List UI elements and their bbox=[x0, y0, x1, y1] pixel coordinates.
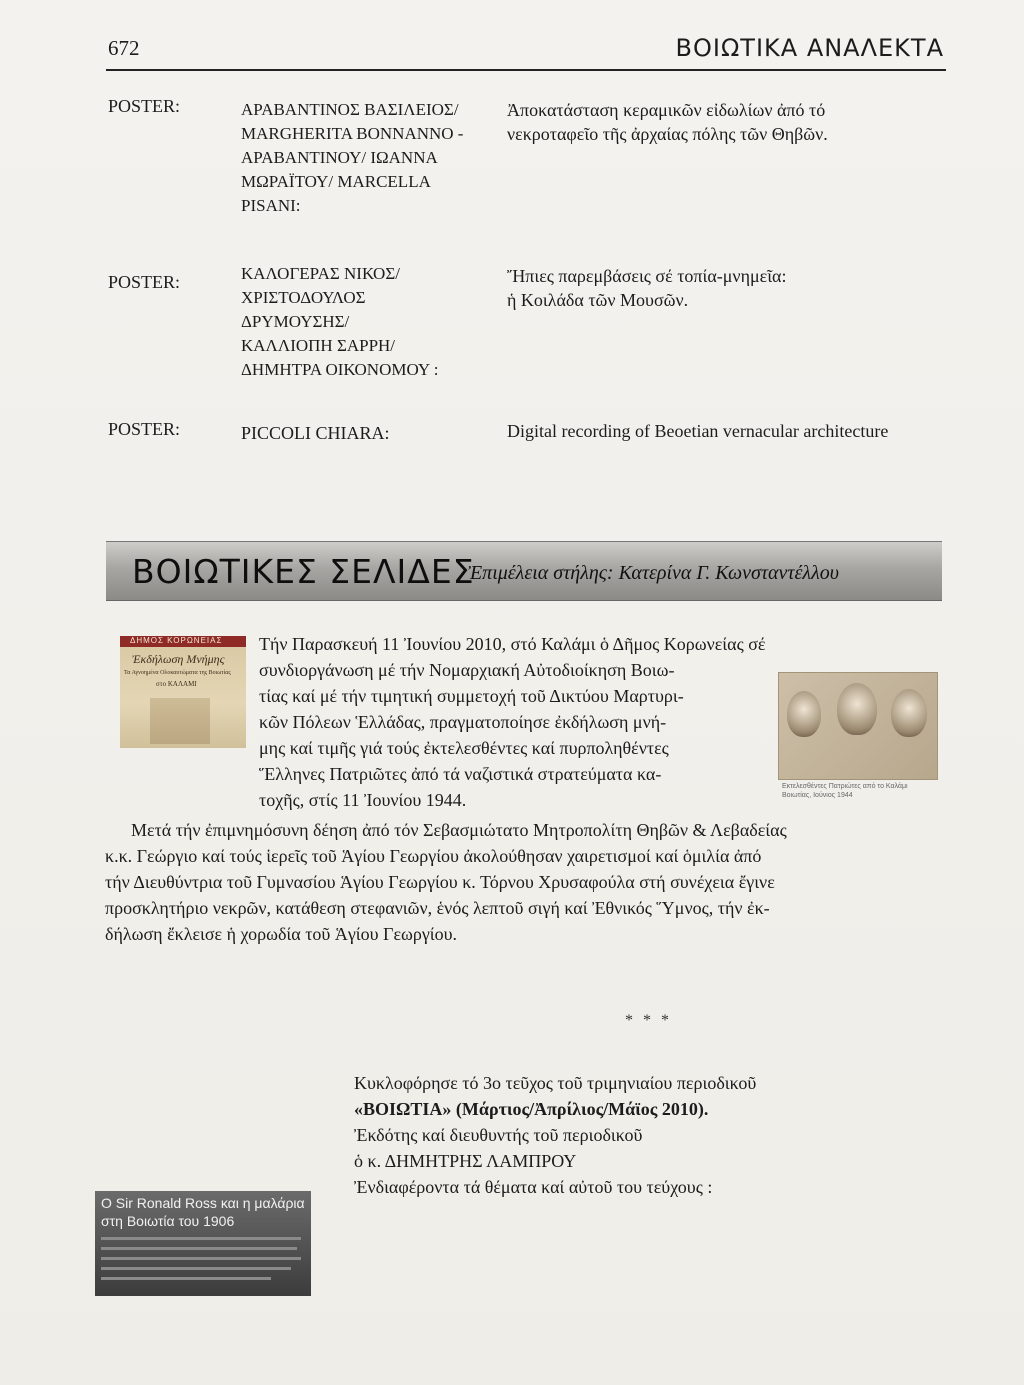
author-line: ΔΗΜΗΤΡΑ ΟΙΚΟΝΟΜΟΥ : bbox=[241, 360, 439, 379]
poster-subline: Τα Αγνοημένα Ολοκαυτώματα της Βοιωτίας bbox=[124, 670, 231, 676]
poster-authors bbox=[241, 98, 491, 218]
poster-band-text: ΔΗΜΟΣ ΚΟΡΩΝΕΙΑΣ bbox=[130, 636, 223, 645]
author-line: PISANI: bbox=[241, 196, 301, 215]
author-line: ΔΡΥΜΟΥΣΗΣ/ bbox=[241, 312, 350, 331]
portrait-face bbox=[837, 683, 877, 735]
title-line: νεκροταφεῖο τῆς ἀρχαίας πόλης τῶν Θηβῶν. bbox=[507, 124, 828, 144]
portrait-face bbox=[787, 691, 821, 737]
title-line: Ἤπιες παρεμβάσεις σέ τοπία-μνημεῖα: bbox=[507, 266, 787, 286]
poster-title bbox=[507, 264, 947, 312]
author-line: ΑΡΑΒΑΝΤΙΝΟΥ/ ΙΩΑΝΝΑ bbox=[241, 148, 438, 167]
article-line: Ἐκδότης καί διευθυντής τοῦ περιοδικοῦ bbox=[354, 1125, 643, 1145]
article-line: Ἕλληνες Πατριῶτες ἀπό τά ναζιστικά στρατεύματα κα- bbox=[259, 764, 662, 784]
banner-title: ΒΟΙΩΤΙΚΕΣ ΣΕΛΙΔΕΣ bbox=[132, 552, 475, 591]
author-line: MARGHERITA BONNANNO - bbox=[241, 124, 464, 143]
poster-label: POSTER: bbox=[108, 419, 181, 439]
page-number: 672 bbox=[108, 36, 140, 60]
poster-band bbox=[120, 636, 246, 647]
poster-label: POSTER: bbox=[108, 272, 181, 292]
magazine-text-line bbox=[101, 1277, 271, 1280]
author-line: ΚΑΛΛΙΟΠΗ ΣΑΡΡΗ/ bbox=[241, 336, 396, 355]
article-line: δήλωση ἔκλεισε ἡ χορωδία τοῦ Ἁγίου Γεωργίου. bbox=[105, 924, 458, 944]
author-line: PICCOLI CHIARA: bbox=[241, 423, 390, 443]
event-poster-image bbox=[120, 636, 246, 748]
historical-photo bbox=[778, 672, 938, 780]
poster-illustration bbox=[150, 698, 210, 744]
article-line: Ἐνδιαφέροντα τά θέματα καί αὐτοῦ του τεύχους : bbox=[354, 1177, 713, 1197]
article-line: ὁ κ. ΔΗΜΗΤΡΗΣ ΛΑΜΠΡΟΥ bbox=[354, 1151, 577, 1171]
article-line: προσκλητήριο νεκρῶν, κατάθεση στεφανιῶν, ἑνός λεπτοῦ σιγή καί Ἐθνικός Ὕμνος, τήν ἐκ- bbox=[105, 898, 770, 918]
poster-authors bbox=[241, 262, 491, 382]
article-line: Μετά τήν ἐπιμνημόσυνη δέηση ἀπό τόν Σεβασμιώτατο Μητροπολίτη Θηβῶν & Λεβαδείας bbox=[131, 820, 787, 840]
author-line: ΑΡΑΒΑΝΤΙΝΟΣ ΒΑΣΙΛΕΙΟΣ/ bbox=[241, 100, 459, 119]
poster-authors bbox=[241, 421, 491, 445]
poster-place: στο ΚΑΛΑΜΙ bbox=[156, 680, 197, 688]
magazine-text-line bbox=[101, 1267, 291, 1270]
poster-headline: Ἐκδήλωση Μνήμης bbox=[132, 652, 225, 666]
author-line: ΚΑΛΟΓΕΡΑΣ ΝΙΚΟΣ/ bbox=[241, 264, 400, 283]
title-line: Ἀποκατάσταση κεραμικῶν εἰδωλίων ἀπό τό bbox=[507, 100, 826, 120]
magazine-cover-image bbox=[95, 1191, 311, 1296]
article-line: τήν Διευθύντρια τοῦ Γυμνασίου Ἁγίου Γεωργίου κ. Τόρνου Χρυσαφούλα στή συνέχεια ἔγινε bbox=[105, 872, 775, 892]
article-line: Κυκλοφόρησε τό 3ο τεῦχος τοῦ τριμηνιαίου περιοδικοῦ bbox=[354, 1073, 757, 1093]
title-line: ἡ Κοιλάδα τῶν Μουσῶν. bbox=[507, 290, 689, 310]
magazine-text-line bbox=[101, 1257, 301, 1260]
article-line: κῶν Πόλεων Ἑλλάδας, πραγματοποίησε ἐκδήλωση μνή- bbox=[259, 712, 667, 732]
photo-caption: Εκτελεσθέντες Πατριώτες από το Καλάμι Βοιωτίας, Ιούνιος 1944 bbox=[782, 783, 908, 799]
article-line: Τήν Παρασκευή 11 Ἰουνίου 2010, στό Καλάμι ὁ Δῆμος Κορωνείας σέ bbox=[259, 634, 766, 654]
article-line: κ.κ. Γεώργιο καί τούς ἱερεῖς τοῦ Ἁγίου Γεωργίου ἀκολούθησαν χαιρετισμοί καί ὁμιλία ἀπό bbox=[105, 846, 762, 866]
article-line: τοχῆς, στίς 11 Ἰουνίου 1944. bbox=[259, 790, 467, 810]
magazine-text-line bbox=[101, 1247, 297, 1250]
poster-title bbox=[507, 98, 947, 146]
magazine-headline: στη Βοιωτία του 1906 bbox=[101, 1213, 235, 1229]
section-separator: * * * bbox=[625, 1012, 672, 1029]
article-line: τίας καί μέ τήν τιμητική συμμετοχή τοῦ Δικτύου Μαρτυρι- bbox=[259, 686, 684, 706]
author-line: ΜΩΡΑΪΤΟΥ/ MARCELLA bbox=[241, 172, 431, 191]
poster-title bbox=[507, 419, 947, 443]
header-rule bbox=[106, 69, 946, 71]
author-line: ΧΡΙΣΤΟΔΟΥΛΟΣ bbox=[241, 288, 366, 307]
article-line: «ΒΟΙΩΤΙΑ» (Μάρτιος/Ἀπρίλιος/Μάϊος 2010). bbox=[354, 1099, 709, 1119]
banner-subtitle: Ἐπιμέλεια στήλης: Κατερίνα Γ. Κωνσταντέλλου bbox=[468, 562, 839, 584]
poster-label: POSTER: bbox=[108, 96, 181, 116]
column-banner bbox=[106, 541, 942, 601]
title-line: Digital recording of Beoetian vernacular architecture bbox=[507, 421, 889, 441]
running-title: ΒΟΙΩΤΙΚΑ ΑΝΑΛΕΚΤΑ bbox=[675, 34, 944, 62]
magazine-headline: O Sir Ronald Ross και η μαλάρια bbox=[101, 1195, 305, 1211]
magazine-text-line bbox=[101, 1237, 301, 1240]
portrait-face bbox=[891, 689, 927, 737]
article-line: μης καί τιμῆς γιά τούς ἐκτελεσθέντες καί πυρποληθέντες bbox=[259, 738, 669, 758]
article-line: συνδιοργάνωση μέ τήν Νομαρχιακή Αὐτοδιοίκηση Βοιω- bbox=[259, 660, 675, 680]
